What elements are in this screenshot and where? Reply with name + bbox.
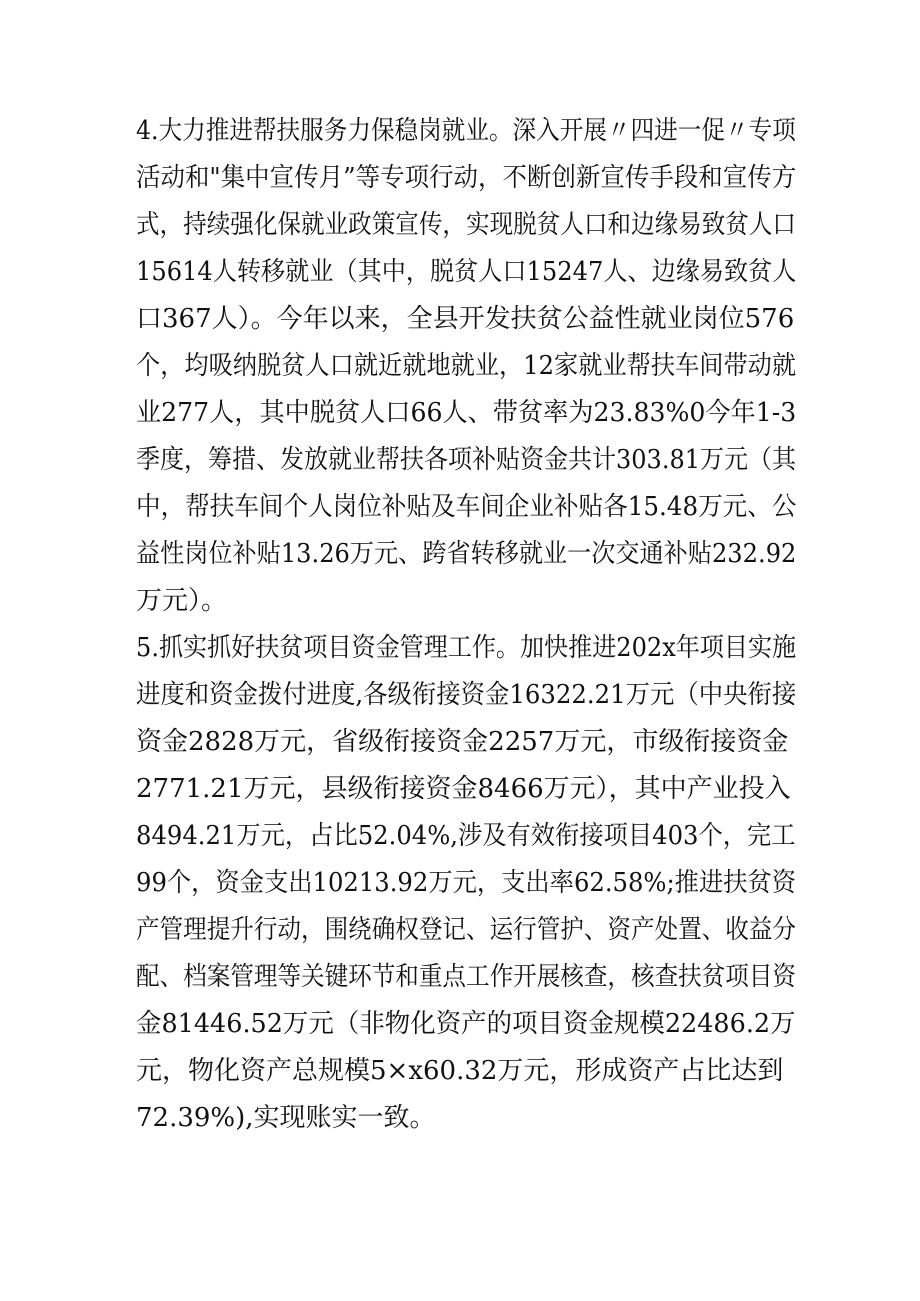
paragraph-line: 15614人转移就业（其中，脱贫人口15247人、边缘易致贫人: [136, 257, 797, 287]
paragraph-line: 式，持续强化保就业政策宣传，实现脱贫人口和边缘易致贫人口: [136, 210, 797, 240]
paragraph-line: 中，帮扶车间个人岗位补贴及车间企业补贴各15.48万元、公: [136, 492, 797, 522]
paragraph-line: 5.抓实抓好扶贫项目资金管理工作。加快推进202x年项目实施: [136, 633, 797, 663]
paragraph-line: 元，物化资产总规模5×x60.32万元，形成资产占比达到: [136, 1056, 784, 1086]
paragraph-line: 产管理提升行动，围绕确权登记、运行管护、资产处置、收益分: [136, 915, 797, 945]
paragraph-line: 个，均吸纳脱贫人口就近就地就业，12家就业帮扶车间带动就: [136, 351, 797, 381]
paragraph-line: 4.大力推进帮扶服务力保稳岗就业。深入开展〃四进一促〃专项: [136, 116, 796, 146]
paragraph-line: 金81446.52万元（非物化资产的项目资金规模22486.2万: [136, 1009, 796, 1039]
paragraph-line: 资金2828万元，省级衔接资金2257万元，市级衔接资金: [136, 727, 789, 757]
paragraph-line: 99个，资金支出10213.92万元，支出率62.58%;推进扶贫资: [136, 868, 797, 898]
paragraph-line: 季度，筹措、发放就业帮扶各项补贴资金共计303.81万元（其: [136, 445, 797, 475]
paragraph-line: 配、档案管理等关键环节和重点工作开展核查，核查扶贫项目资: [136, 962, 797, 992]
paragraph-line: 8494.21万元，占比52.04%,涉及有效衔接项目403个，完工: [136, 821, 796, 851]
paragraph-line: 万元）。: [136, 586, 228, 616]
paragraph-line: 72.39%),实现账实一致。: [136, 1103, 436, 1133]
paragraph-line: 口367人）。今年以来，全县开发扶贫公益性就业岗位576: [136, 304, 795, 334]
paragraph-line: 活动和"集中宣传月”等专项行动，不断创新宣传手段和宣传方: [136, 163, 797, 193]
paragraph-line: 2771.21万元，县级衔接资金8466万元），其中产业投入: [136, 774, 791, 804]
paragraph-line: 益性岗位补贴13.26万元、跨省转移就业一次交通补贴232.92: [136, 539, 797, 569]
paragraph-line: 进度和资金拨付进度,各级衔接资金16322.21万元（中央衔接: [136, 680, 797, 710]
paragraph-line: 业277人，其中脱贫人口66人、带贫率为23.83%0今年1-3: [136, 398, 797, 428]
